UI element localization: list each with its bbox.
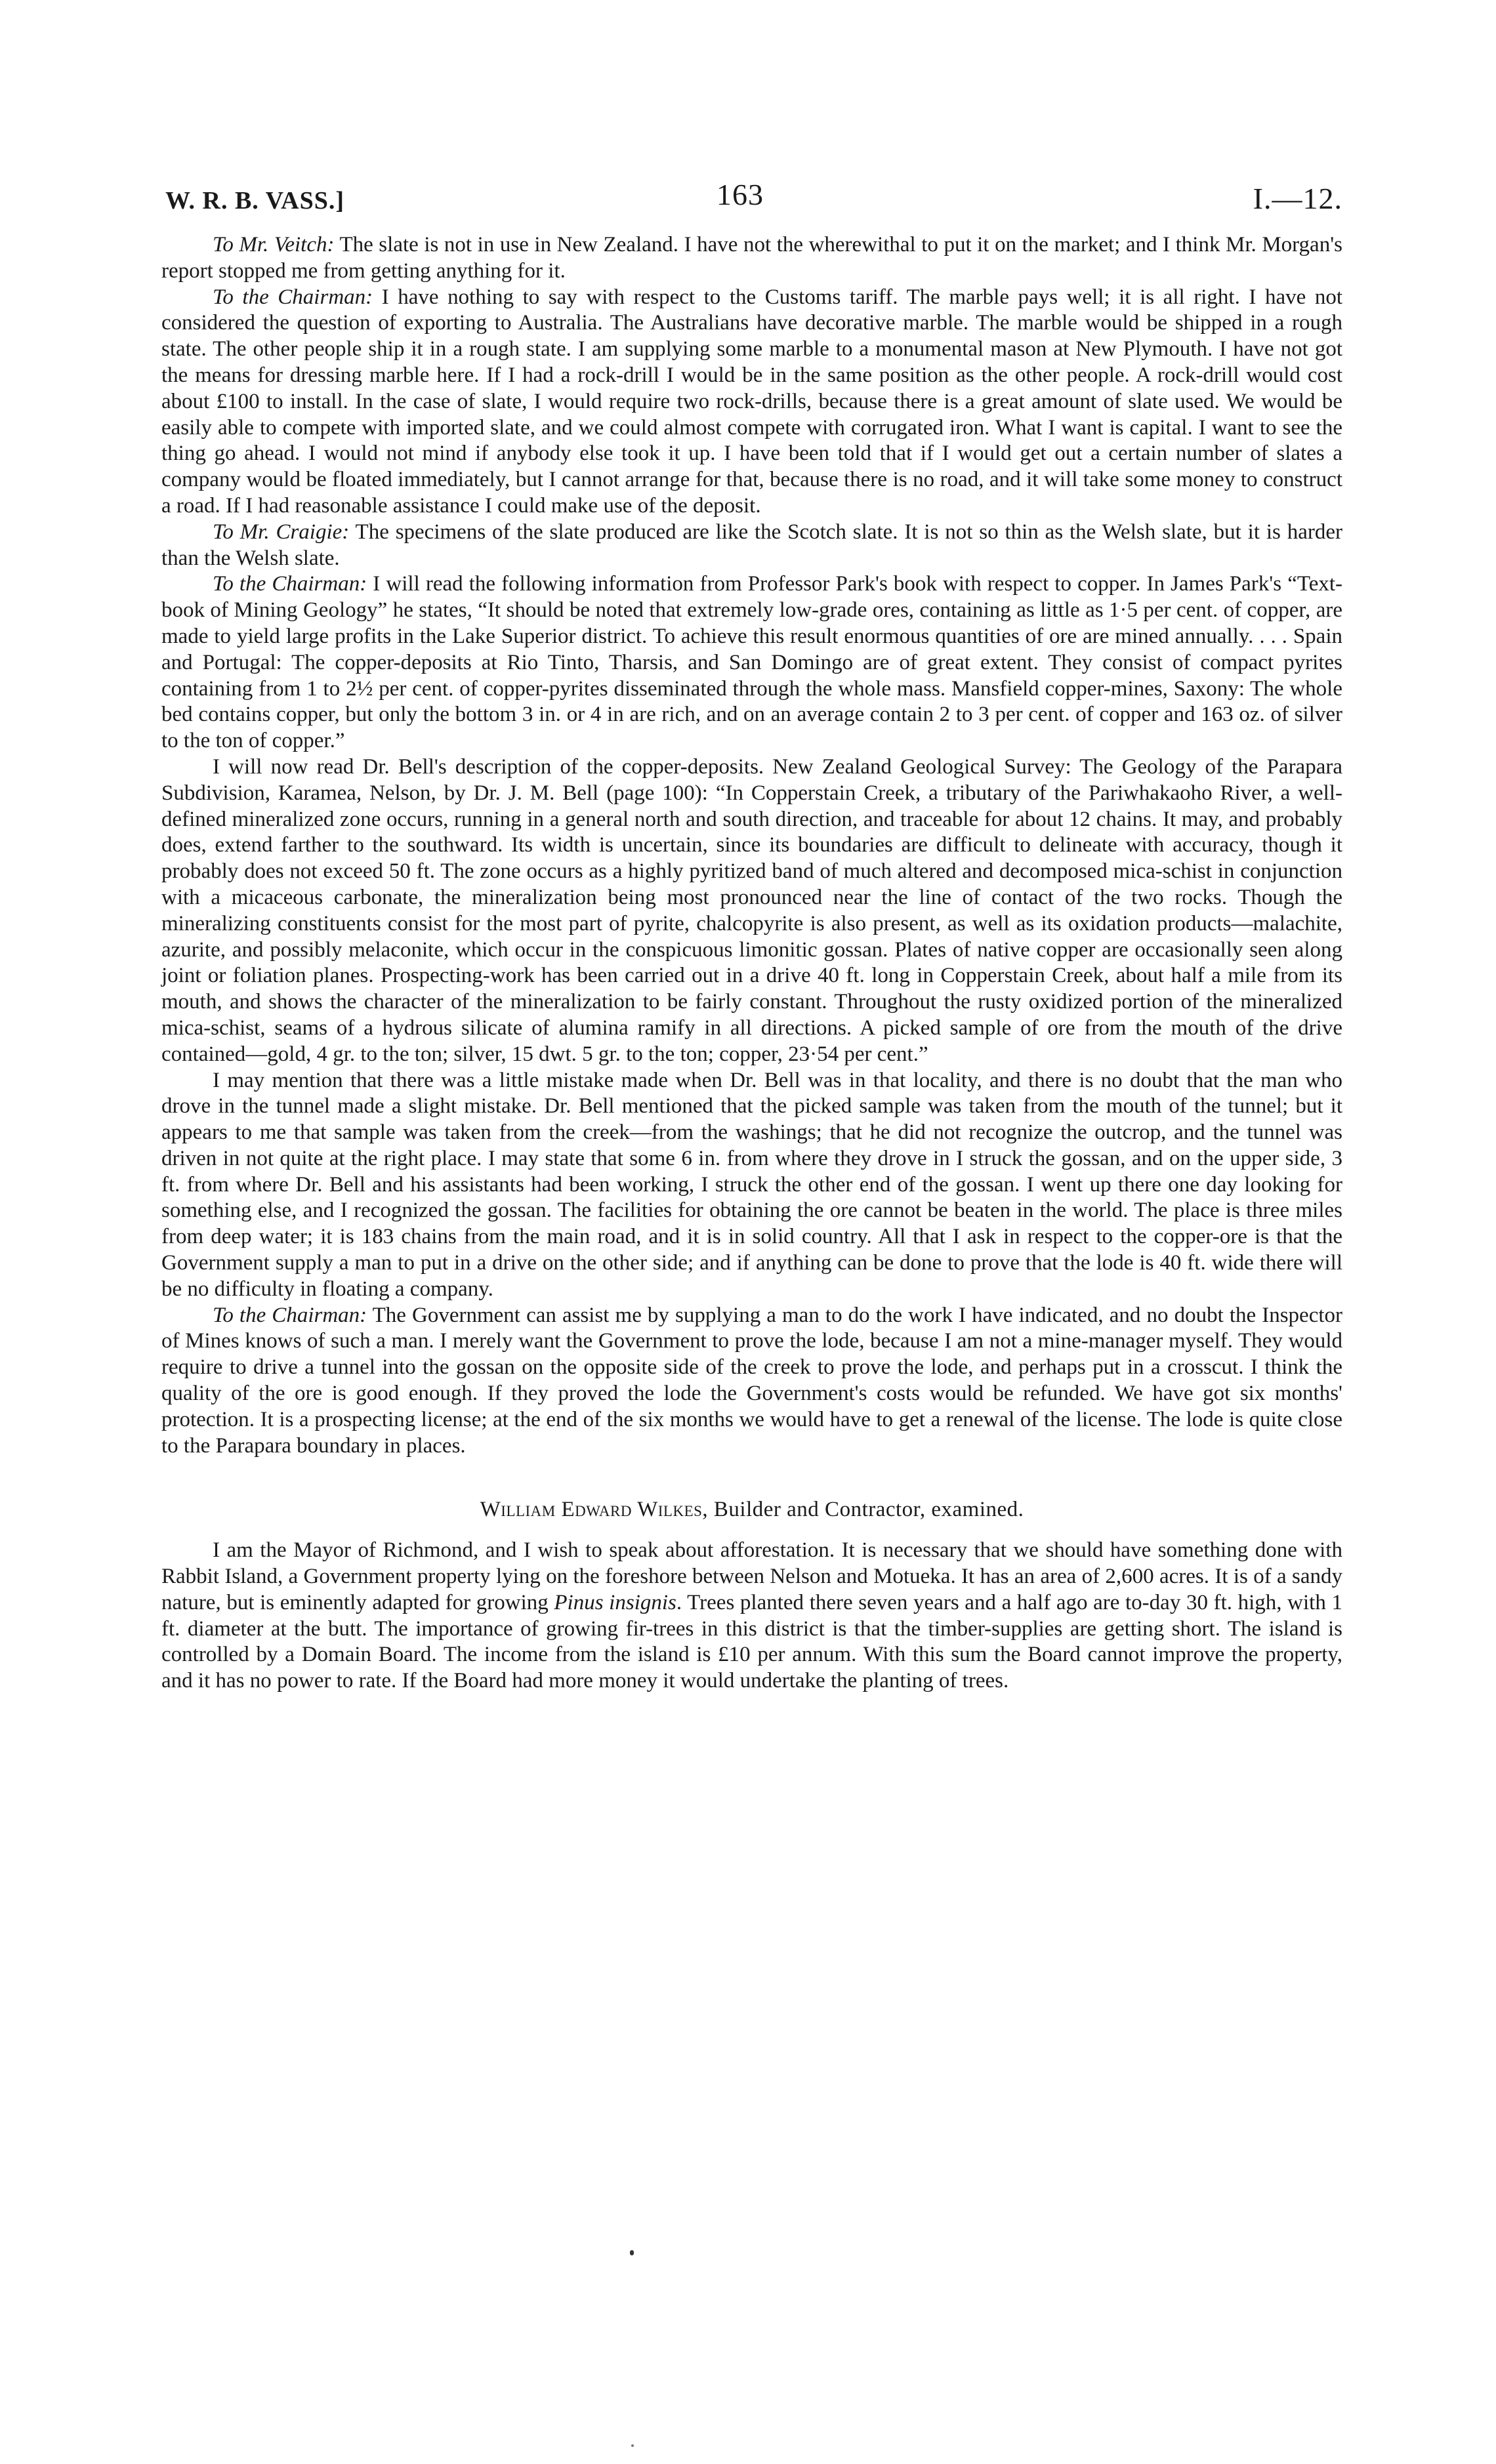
page-header — [161, 177, 1342, 223]
page-mark-small — [631, 2444, 634, 2447]
running-head-witness: W. R. B. VASS.] — [165, 187, 345, 215]
document-page — [161, 177, 1342, 1694]
witness-role: , Builder and Contractor, examined. — [702, 1498, 1024, 1522]
page-mark — [630, 2250, 634, 2255]
witness-name: William Edward Wilkes — [480, 1498, 703, 1522]
species-name: Pinus insignis — [554, 1590, 676, 1614]
witness-heading — [161, 1497, 1342, 1523]
document-body — [161, 232, 1342, 1694]
paragraph-afforestation: I am the Mayor of Richmond, and I wish to speak about afforestation. It is necessary that we should have something done with Rabbit Island, a Government property lying on the foreshore between Nelson and Motueka. It has an area of 2,600 acres. It is of a sandy nature, but is eminently adapted for growing Pinus insignis. Trees planted there seven years and a half ago are to-day 30 ft. high, with 1 ft. diameter at the butt. The importance of growing fir-trees in this district is that the timber-supplies are getting short. The island is controlled by a Domain Board. The income from the island is £10 per annum. With this sum the Board cannot improve the property, and it has no power to rate. If the Board had more money it would undertake the planting of trees. — [161, 1538, 1342, 1693]
page-number: 163 — [717, 178, 764, 211]
paragraph-to-chairman-copper: To the Chairman: I will read the following information from Professor Park's book with respect to copper. In James Park's “Text-book of Mining Geology” he states, “It should be noted that extremely low-grade ores, containing as little as 1·5 per cent. of copper, are made to yield large profits in the Lake Superior district. To achieve this result enormous quantities of ore are mined annually. . . . Spain and Portugal: The copper-deposits at Rio Tinto, Tharsis, and San Domingo are of great extent. They consist of compact pyrites containing from 1 to 2½ per cent. of copper-pyrites disseminated through the whole mass. Mansfield copper-mines, Saxony: The whole bed contains copper, but only the bottom 3 in. or 4 in are rich, and on an average contain 2 to 3 per cent. of copper and 163 oz. of silver to the ton of copper.” — [161, 572, 1342, 753]
paragraph-mistake-note: I may mention that there was a little mistake made when Dr. Bell was in that locality, and there is no doubt that the man who drove in the tunnel made a slight mistake. Dr. Bell mentioned that the picked sample was taken from the mouth of the tunnel; but it appears to me that sample was taken from the creek—from the washings; that he did not recognize the outcrop, and the tunnel was driven in not quite at the right place. I may state that some 6 in. from where they drove in I struck the gossan, and on the upper side, 3 ft. from where Dr. Bell and his assistants had been working, I struck the other end of the gossan. I went up there one day looking for something else, and I recognized the gossan. The facilities for obtaining the ore cannot be beaten in the world. The place is three miles from deep water; it is 183 chains from the main road, and it is in solid country. All that I ask in respect to the copper-ore is that the Government supply a man to put in a drive on the other side; and if anything can be done to prove that the lode is 40 ft. wide there will be no difficulty in floating a company. — [161, 1068, 1342, 1301]
paragraph-dr-bell-description: I will now read Dr. Bell's description of the copper-deposits. New Zealand Geological Survey: The Geology of the Parapara Subdivision, Karamea, Nelson, by Dr. J. M. Bell (page 100): “In Copperstain Creek, a tributary of the Pariwhakaoho River, a well-defined mineralized zone occurs, running in a general north and south direction, and traceable for about 12 chains. It may, and probably does, extend farther to the southward. Its width is uncertain, since its boundaries are difficult to delineate with accuracy, though it probably does not exceed 50 ft. The zone occurs as a highly pyritized band of much altered and decomposed mica-schist in conjunction with a micaceous carbonate, the mineralization being most pronounced near the line of contact of the two rocks. Though the mineralizing constituents consist for the most part of pyrite, chalcopyrite is also present, as well as its oxidation products—malachite, azurite, and possibly melaconite, which occur in the conspicuous limonitic gossan. Plates of native copper are occasionally seen along joint or foliation planes. Prospecting-work has been carried out in a drive 40 ft. long in Copperstain Creek, about half a mile from its mouth, and shows the character of the mineralization to be fairly constant. Throughout the rusty oxidized portion of the mineralized mica-schist, seams of a hydrous silicate of alumina ramify in all directions. A picked sample of ore from the mouth of the drive contained—gold, 4 gr. to the ton; silver, 15 dwt. 5 gr. to the ton; copper, 23·54 per cent.” — [161, 754, 1342, 1066]
paragraph-to-mr-veitch: To Mr. Veitch: The slate is not in use in New Zealand. I have not the wherewithal to put it on the market; and I think Mr. Morgan's report stopped me from getting anything for it. — [161, 233, 1342, 283]
paragraph-to-chairman-marble: To the Chairman: I have nothing to say with respect to the Customs tariff. The marble pays well; it is all right. I have not considered the question of exporting to Australia. The Australians have decorative marble. The marble would be shipped in a rough state. The other people ship it in a rough state. I am supplying some marble to a monumental mason at New Plymouth. I have not got the means for dressing marble here. If I had a rock-drill I would be in the same position as the other people. A rock-drill would cost about £100 to install. In the case of slate, I would require two rock-drills, because there is a great amount of slate used. We would be easily able to compete with imported slate, and we could almost compete with corrugated iron. What I want is capital. I want to see the thing go ahead. I would not mind if anybody else took it up. I have been told that if I would get out a certain number of slates a company would be floated immediately, but I cannot arrange for that, because there is no road, and it will take some money to construct a road. If I had reasonable assistance I could make use of the deposit. — [161, 285, 1343, 518]
document-reference: I.—12. — [1253, 182, 1342, 215]
paragraph-to-chairman-government: To the Chairman: The Government can assist me by supplying a man to do the work I have indicated, and no doubt the Inspector of Mines knows of such a man. I merely want the Government to prove the lode, because I am not a mine-manager myself. They would require to drive a tunnel into the gossan on the opposite side of the creek to prove the lode, and perhaps put in a crosscut. I think the quality of the ore is good enough. If they proved the lode the Government's costs would be refunded. We have got six months' protection. It is a prospecting license; at the end of the six months we would have to get a renewal of the license. The lode is quite close to the Parapara boundary in places. — [161, 1303, 1343, 1458]
paragraph-to-mr-craigie: To Mr. Craigie: The specimens of the slate produced are like the Scotch slate. It is not so thin as the Welsh slate, but it is harder than the Welsh slate. — [161, 520, 1342, 570]
